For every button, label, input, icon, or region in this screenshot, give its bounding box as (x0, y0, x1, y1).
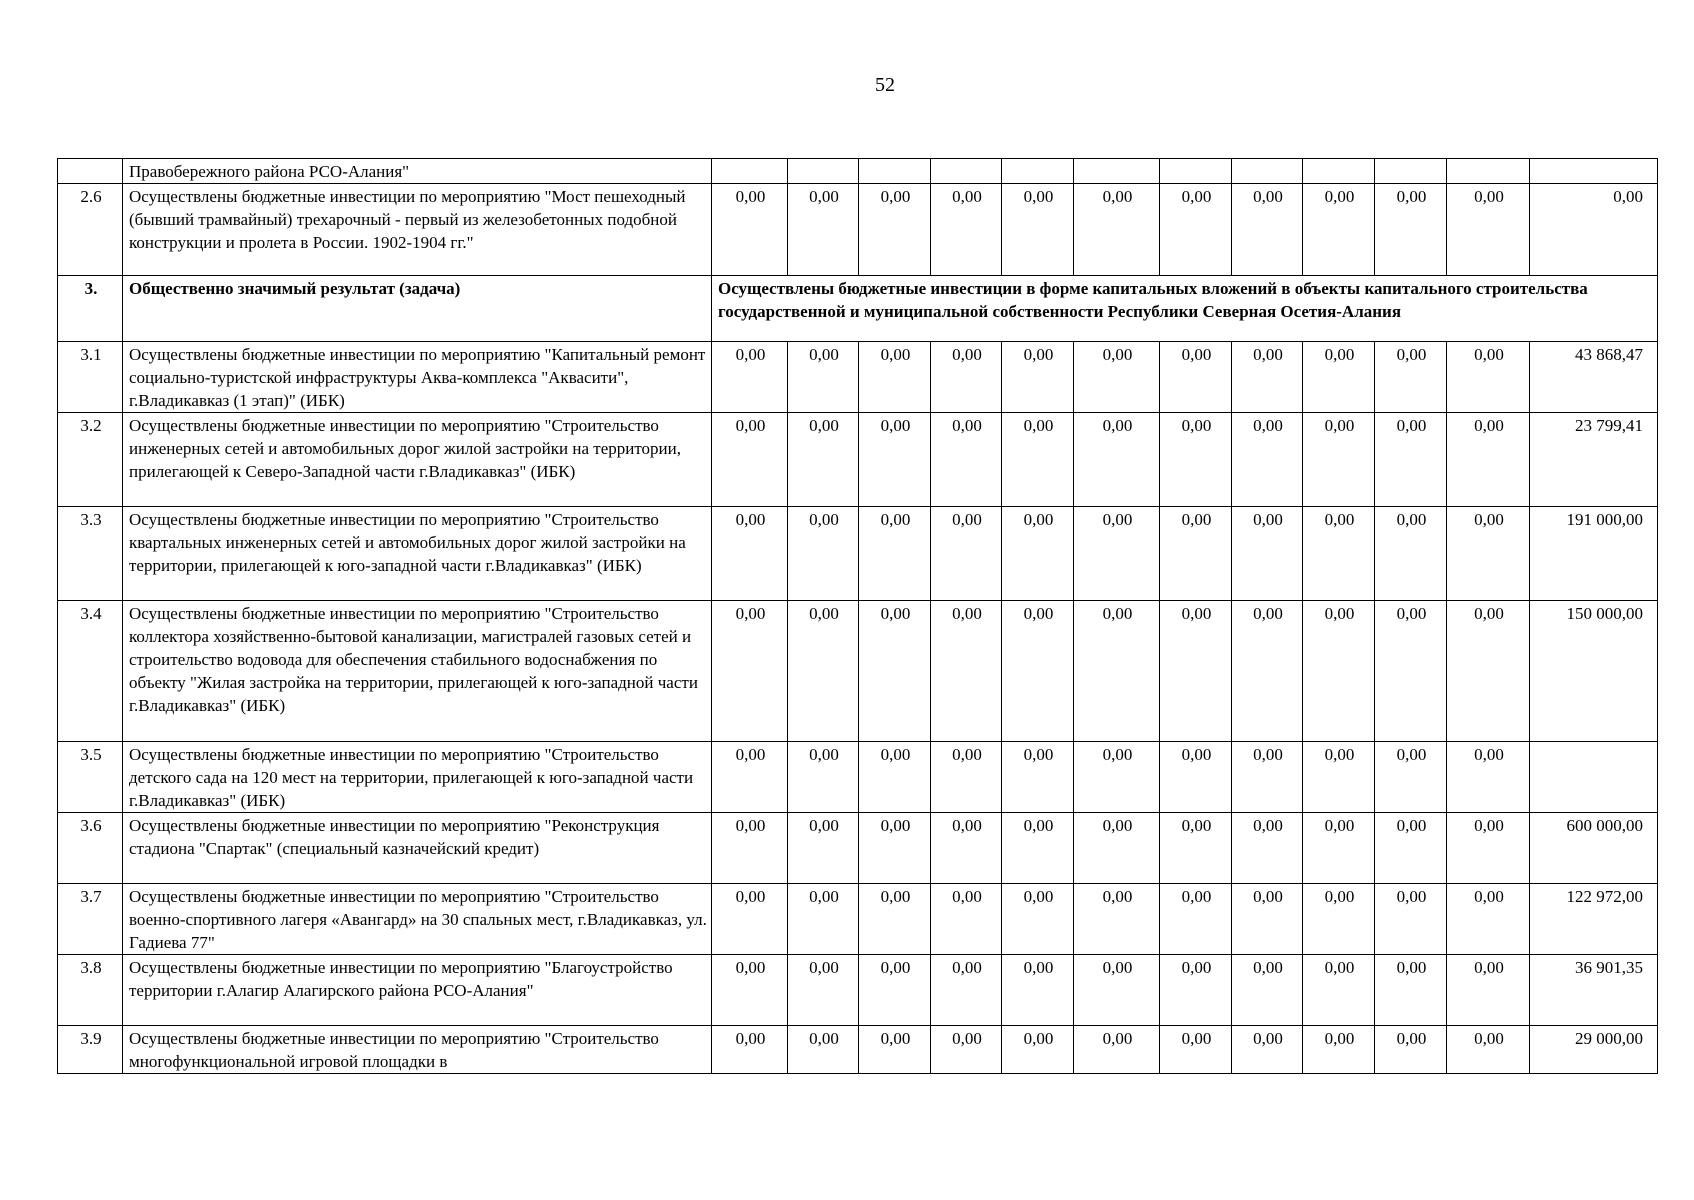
value-cell: 0,00 (1074, 742, 1160, 813)
value-cell: 0,00 (1074, 884, 1160, 955)
value-cell: 0,00 (1232, 1026, 1303, 1074)
value-cell: 0,00 (931, 813, 1002, 884)
row-number (58, 159, 123, 184)
value-cell: 0,00 (1160, 742, 1232, 813)
value-cell: 122 972,00 (1530, 884, 1658, 955)
value-cell: 0,00 (712, 184, 788, 276)
value-cell: 0,00 (1375, 507, 1447, 601)
value-cell: 0,00 (1232, 742, 1303, 813)
row-description: Осуществлены бюджетные инвестиции по мероприятию "Строительство инженерных сетей и автомобильных дорог жилой застройки на территории, прилегающей к Северо-Западной части г.Владикавказ" (ИБК) (123, 413, 712, 507)
value-cell: 0,00 (1447, 742, 1530, 813)
value-cell: 36 901,35 (1530, 955, 1658, 1026)
value-cell: 0,00 (1160, 507, 1232, 601)
value-cell (1447, 159, 1530, 184)
row-number: 3.6 (58, 813, 123, 884)
value-cell: 0,00 (1375, 955, 1447, 1026)
row-description: Осуществлены бюджетные инвестиции по мероприятию "Строительство коллектора хозяйственно-бытовой канализации, магистралей газовых сетей и строительство водовода для обеспечения стабильного водоснабжения по объекту "Жилая застройка на территории, прилегающей к юго-западной части г.Владикавказ" (ИБК) (123, 601, 712, 742)
value-cell: 0,00 (1160, 1026, 1232, 1074)
value-cell: 0,00 (1074, 342, 1160, 413)
value-cell: 0,00 (712, 507, 788, 601)
value-cell (1530, 742, 1658, 813)
value-cell: 0,00 (1232, 813, 1303, 884)
value-cell: 0,00 (1160, 413, 1232, 507)
row-number: 3.4 (58, 601, 123, 742)
value-cell: 0,00 (859, 507, 931, 601)
value-cell (1232, 159, 1303, 184)
value-cell: 0,00 (931, 413, 1002, 507)
row-description: Осуществлены бюджетные инвестиции по мероприятию "Строительство военно-спортивного лагеря «Авангард» на 30 спальных мест, г.Владикавказ, ул. Гадиева 77" (123, 884, 712, 955)
value-cell: 0,00 (931, 955, 1002, 1026)
value-cell: 0,00 (931, 507, 1002, 601)
value-cell: 0,00 (788, 813, 859, 884)
value-cell: 0,00 (859, 813, 931, 884)
value-cell: 0,00 (1375, 413, 1447, 507)
value-cell: 0,00 (1002, 813, 1074, 884)
row-number: 3.1 (58, 342, 123, 413)
row-number: 3.5 (58, 742, 123, 813)
value-cell: 23 799,41 (1530, 413, 1658, 507)
value-cell: 0,00 (712, 1026, 788, 1074)
value-cell: 0,00 (859, 955, 931, 1026)
value-cell: 0,00 (788, 884, 859, 955)
value-cell: 0,00 (712, 413, 788, 507)
row-description: Осуществлены бюджетные инвестиции по мероприятию "Капитальный ремонт социально-туристской инфраструктуры Аква-комплекса "Аквасити", г.Владикавказ (1 этап)" (ИБК) (123, 342, 712, 413)
value-cell: 0,00 (712, 813, 788, 884)
table-row (58, 276, 1658, 342)
value-cell: 0,00 (1447, 507, 1530, 601)
value-cell: 0,00 (1160, 955, 1232, 1026)
row-number: 3.9 (58, 1026, 123, 1074)
row-description: Осуществлены бюджетные инвестиции по мероприятию "Мост пешеходный (бывший трамвайный) трехарочный - первый из железобетонных подобной конструкции и пролета в России. 1902-1904 гг." (123, 184, 712, 276)
value-cell: 0,00 (1160, 184, 1232, 276)
value-cell: 150 000,00 (1530, 601, 1658, 742)
value-cell: 0,00 (1303, 184, 1375, 276)
table-row (58, 159, 1658, 184)
value-cell: 0,00 (1002, 955, 1074, 1026)
row-number: 3.8 (58, 955, 123, 1026)
row-description: Осуществлены бюджетные инвестиции по мероприятию "Реконструкция стадиона "Спартак" (специальный казначейский кредит) (123, 813, 712, 884)
value-cell: 0,00 (788, 601, 859, 742)
value-cell: 0,00 (1447, 1026, 1530, 1074)
row-description: Осуществлены бюджетные инвестиции по мероприятию "Строительство квартальных инженерных сетей и автомобильных дорог жилой застройки на территории, прилегающей к юго-западной части г.Владикавказ" (ИБК) (123, 507, 712, 601)
table-row (58, 742, 1658, 813)
value-cell: 0,00 (1303, 342, 1375, 413)
value-cell: 0,00 (1447, 955, 1530, 1026)
value-cell: 0,00 (859, 1026, 931, 1074)
value-cell: 0,00 (1002, 742, 1074, 813)
value-cell: 0,00 (1160, 601, 1232, 742)
value-cell: 0,00 (1303, 884, 1375, 955)
value-cell: 0,00 (712, 342, 788, 413)
row-description: Осуществлены бюджетные инвестиции по мероприятию "Строительство многофункциональной игровой площадки в (123, 1026, 712, 1074)
table-row (58, 184, 1658, 276)
row-number: 3.3 (58, 507, 123, 601)
value-cell: 0,00 (712, 601, 788, 742)
value-cell (1375, 159, 1447, 184)
table-row (58, 507, 1658, 601)
row-description: Осуществлены бюджетные инвестиции по мероприятию "Строительство детского сада на 120 мест на территории, прилегающей к юго-западной части г.Владикавказ" (ИБК) (123, 742, 712, 813)
value-cell: 0,00 (1232, 184, 1303, 276)
value-cell: 0,00 (1074, 413, 1160, 507)
value-cell: 0,00 (859, 342, 931, 413)
value-cell: 43 868,47 (1530, 342, 1658, 413)
value-cell: 0,00 (788, 507, 859, 601)
table-body (58, 159, 1658, 1074)
table-row (58, 601, 1658, 742)
table-row (58, 955, 1658, 1026)
row-description: Общественно значимый результат (задача) (123, 276, 712, 342)
value-cell: 0,00 (931, 601, 1002, 742)
value-cell: 0,00 (1002, 507, 1074, 601)
value-cell: 0,00 (1375, 601, 1447, 742)
value-cell: 0,00 (1232, 413, 1303, 507)
value-cell: 0,00 (859, 184, 931, 276)
value-cell: 0,00 (1002, 413, 1074, 507)
table-row (58, 813, 1658, 884)
value-cell: 0,00 (1232, 884, 1303, 955)
value-cell: 0,00 (1074, 507, 1160, 601)
value-cell: 0,00 (1303, 742, 1375, 813)
row-number: 3. (58, 276, 123, 342)
value-cell: 0,00 (712, 742, 788, 813)
value-cell: 0,00 (931, 342, 1002, 413)
value-cell: 0,00 (1160, 813, 1232, 884)
task-description: Осуществлены бюджетные инвестиции в форме капитальных вложений в объекты капитального строительства государственной и муниципальной собственности Республики Северная Осетия-Алания (712, 276, 1658, 342)
row-number: 2.6 (58, 184, 123, 276)
value-cell: 191 000,00 (1530, 507, 1658, 601)
value-cell: 0,00 (1002, 184, 1074, 276)
value-cell: 0,00 (788, 1026, 859, 1074)
value-cell: 0,00 (1375, 742, 1447, 813)
value-cell: 0,00 (1002, 342, 1074, 413)
value-cell: 0,00 (1074, 1026, 1160, 1074)
value-cell: 29 000,00 (1530, 1026, 1658, 1074)
row-number: 3.7 (58, 884, 123, 955)
value-cell: 0,00 (788, 413, 859, 507)
row-description: Осуществлены бюджетные инвестиции по мероприятию "Благоустройство территории г.Алагир Алагирского района РСО-Алания" (123, 955, 712, 1026)
value-cell: 0,00 (1447, 184, 1530, 276)
value-cell: 0,00 (1160, 884, 1232, 955)
value-cell (788, 159, 859, 184)
value-cell (1074, 159, 1160, 184)
value-cell: 0,00 (1447, 813, 1530, 884)
value-cell: 0,00 (1160, 342, 1232, 413)
table-row (58, 884, 1658, 955)
value-cell: 0,00 (1375, 342, 1447, 413)
value-cell (931, 159, 1002, 184)
value-cell: 0,00 (1232, 601, 1303, 742)
value-cell: 0,00 (1002, 1026, 1074, 1074)
value-cell: 0,00 (1232, 507, 1303, 601)
value-cell (712, 159, 788, 184)
value-cell (1002, 159, 1074, 184)
value-cell: 0,00 (1303, 601, 1375, 742)
row-number: 3.2 (58, 413, 123, 507)
value-cell: 0,00 (931, 1026, 1002, 1074)
value-cell: 0,00 (1002, 601, 1074, 742)
value-cell: 0,00 (1375, 813, 1447, 884)
value-cell: 0,00 (1074, 601, 1160, 742)
row-description: Правобережного района РСО-Алания" (123, 159, 712, 184)
value-cell: 0,00 (712, 884, 788, 955)
value-cell: 0,00 (859, 601, 931, 742)
value-cell: 0,00 (788, 955, 859, 1026)
value-cell: 0,00 (1447, 601, 1530, 742)
value-cell: 0,00 (788, 742, 859, 813)
value-cell: 0,00 (1447, 342, 1530, 413)
value-cell (1160, 159, 1232, 184)
value-cell (859, 159, 931, 184)
value-cell: 0,00 (1447, 884, 1530, 955)
value-cell: 0,00 (1303, 413, 1375, 507)
value-cell: 0,00 (1375, 884, 1447, 955)
value-cell: 0,00 (1447, 413, 1530, 507)
value-cell: 0,00 (931, 742, 1002, 813)
table-row (58, 1026, 1658, 1074)
value-cell: 0,00 (1232, 342, 1303, 413)
value-cell: 0,00 (859, 413, 931, 507)
value-cell: 0,00 (1002, 884, 1074, 955)
table-row (58, 413, 1658, 507)
value-cell: 0,00 (1074, 184, 1160, 276)
value-cell: 0,00 (712, 955, 788, 1026)
value-cell (1530, 159, 1658, 184)
value-cell: 0,00 (1074, 813, 1160, 884)
value-cell: 0,00 (788, 342, 859, 413)
value-cell: 0,00 (931, 184, 1002, 276)
value-cell: 0,00 (1303, 813, 1375, 884)
value-cell: 0,00 (788, 184, 859, 276)
value-cell: 0,00 (1232, 955, 1303, 1026)
value-cell: 0,00 (1303, 507, 1375, 601)
value-cell: 0,00 (1375, 184, 1447, 276)
value-cell: 0,00 (859, 884, 931, 955)
value-cell (1303, 159, 1375, 184)
value-cell: 0,00 (1375, 1026, 1447, 1074)
value-cell: 0,00 (859, 742, 931, 813)
value-cell: 0,00 (1303, 955, 1375, 1026)
value-cell: 0,00 (1303, 1026, 1375, 1074)
value-cell: 0,00 (1530, 184, 1658, 276)
page-number: 52 (875, 74, 895, 96)
value-cell: 0,00 (931, 884, 1002, 955)
value-cell: 600 000,00 (1530, 813, 1658, 884)
budget-table (57, 158, 1658, 1074)
value-cell: 0,00 (1074, 955, 1160, 1026)
table-row (58, 342, 1658, 413)
